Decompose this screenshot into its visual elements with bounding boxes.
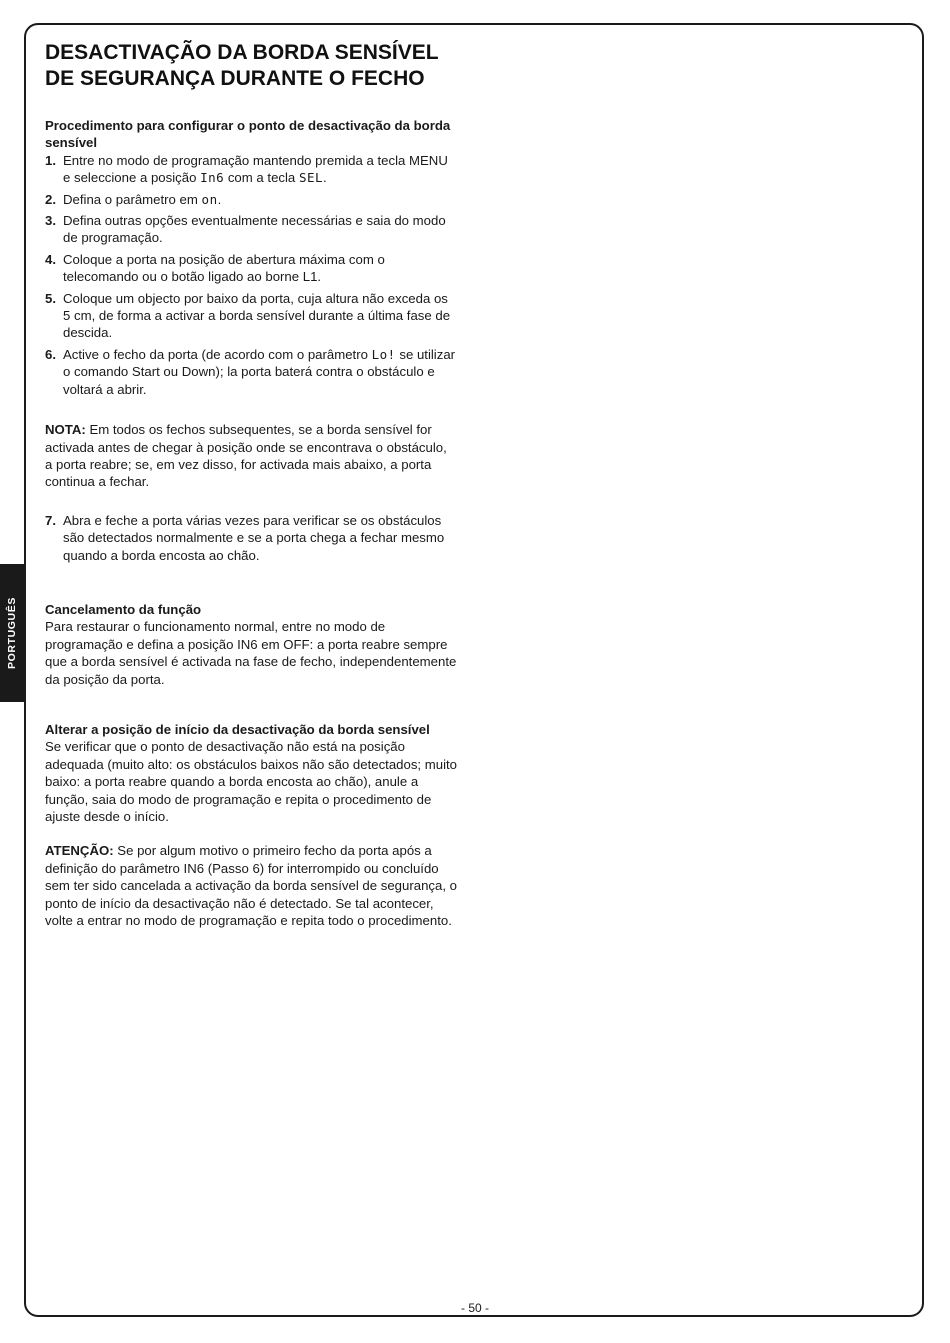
note-label: NOTA: [45,422,86,438]
procedure-steps [45,152,457,398]
step-text: Defina outras opções eventualmente necessárias e saia do modo de programação. [63,213,446,246]
procedure-steps-continued [45,512,457,564]
warning-text: Se por algum motivo o primeiro fecho da porta após a definição do parâmetro IN6 (Passo 6) for interrompido ou concluído sem ter sido cancelada a activação da borda sensível de segurança, o ponto de início da desactivação não é detectado. Se tal acontecer, volte a entrar no modo de programação e repita todo o procedimento. [45,843,457,929]
step-text: . [323,170,327,186]
step-text: Entre no modo de programação mantendo premida a tecla MENU e seleccione a posição [63,152,448,186]
display-code: In6 [200,170,225,186]
step-number: 7. [45,512,56,528]
display-code: Lo! [371,346,396,362]
step-text: Active o fecho da porta (de acordo com o parâmetro [63,346,372,362]
main-content [45,40,457,929]
procedure-heading: Procedimento para configurar o ponto de desactivação da borda sensível [45,118,451,151]
list-item [45,251,457,286]
step-text: com a tecla [224,170,299,186]
list-item [45,346,457,398]
list-item [45,212,457,247]
page-number: - 50 - [460,1301,489,1315]
step-number: 4. [45,251,56,267]
list-item [45,290,457,342]
page-title [45,40,457,92]
page-title-line1: DESACTIVAÇÃO DA BORDA SENSÍVEL [45,41,439,64]
step-text: Coloque a porta na posição de abertura máxima com o telecomando ou o botão ligado ao borne L1. [63,251,385,285]
step-number: 1. [45,152,56,168]
language-tab-label: PORTUGUÊS [6,597,18,669]
cancel-text: Para restaurar o funcionamento normal, entre no modo de programação e defina a posição IN6 em OFF: a porta reabre sempre que a borda sensível é activada na fase de fecho, independentemente da posição da porta. [45,619,457,687]
cancel-heading: Cancelamento da função [45,601,202,617]
display-code: on [201,191,218,207]
step-text: Coloque um objecto por baixo da porta, cuja altura não exceda os 5 cm, de forma a activar a borda sensível durante a última fase de descida. [63,290,451,341]
warning-paragraph [45,842,457,929]
step-number: 5. [45,290,56,306]
page-title-line2: DE SEGURANÇA DURANTE O FECHO [45,67,425,90]
step-text: se utilizar o comando Start ou Down); la porta baterá contra o obstáculo e voltará a abrir. [63,346,456,397]
step-text: Defina o parâmetro em [63,191,202,207]
step-number: 2. [45,191,56,207]
display-code: SEL [298,170,324,186]
alter-text: Se verificar que o ponto de desactivação não está na posição adequada (muito alto: os obstáculos baixos não são detectados; muito baixo: a porta reabre quando a borda encosta ao chão), anule a função, saia do modo de programação e repita o procedimento de ajuste desde o início. [45,739,458,824]
note-text: Em todos os fechos subsequentes, se a borda sensível for activada antes de chegar à posição onde se encontrava o obstáculo, a porta reabre; se, em vez disso, for activada mais abaixo, a porta continua a fechar. [45,422,447,490]
step-number: 3. [45,213,56,229]
warning-label: ATENÇÃO: [45,843,114,859]
note-paragraph [45,421,457,491]
list-item [45,191,457,208]
step-text: . [217,191,222,207]
step-number: 6. [45,346,56,362]
list-item [45,512,457,564]
step-text: Abra e feche a porta várias vezes para verificar se os obstáculos são detectados normalmente e se a porta chega a fechar mesmo quando a borda encosta ao chão. [63,512,445,563]
alter-heading: Alterar a posição de início da desactivação da borda sensível [45,721,430,737]
list-item [45,152,457,187]
